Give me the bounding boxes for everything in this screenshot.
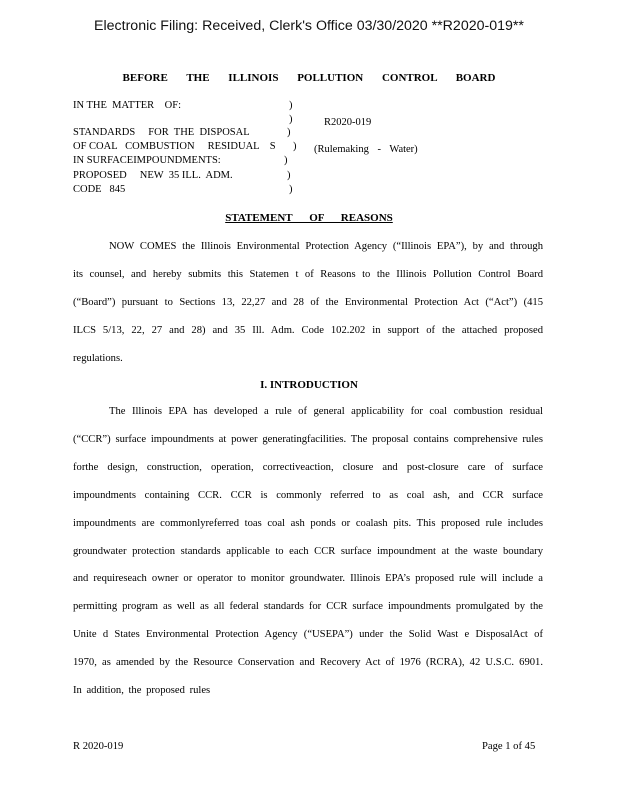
docket-number: R2020-019 [324,117,372,128]
caption-paren: ) [284,155,288,166]
section-paragraph [73,398,543,705]
caption-line: CODE 845 [73,184,126,195]
intro-paragraph-text: NOW COMES the Illinois Environmental Protection Agency (“Illinois EPA”), by and through its counsel, and hereby submits this Statemen t of Reasons to the Illinois Pollution Control Board (“Board”) pursuant to Sections 13, 22,27 and 28 of the Environmental Protection Act (“Act”) (415 ILCS 5/13, 22, 27 and 28) and 35 Ill. Adm. Code 102.202 in support of the attached proposed regulations. [73,241,543,364]
page-heading: BEFORE THE ILLINOIS POLLUTION CONTROL BOARD [122,72,496,84]
rulemaking-label: (Rulemaking - Water) [314,144,418,155]
caption-line: OF COAL COMBUSTION RESIDUAL S [73,141,276,152]
statement-title-text: STATEMENT OF REASONS [225,212,393,224]
caption-paren: ) [293,141,297,152]
section-paragraph-text: The Illinois EPA has developed a rule of general applicability for coal combustion residual (“CCR”) surface impoundments at power generatingfacilities. The proposal contains comprehensive rules forthe design, construction, operation, correctiveaction, closure and post-closure care of surface impoundments containing CCR. CCR is commonly referred to as coal ash, and CCR surface impoundments are commonlyreferred toas coal ash ponds or coalash pits. This proposed rule includes groundwater protection standards applicable to each CCR surface impoundment at the waste boundary and requireseach owner or operator to monitor groundwater. Illinois EPA’s proposed rule will include a permitting program as well as all federal standards for CCR surface impoundments promulgated by the Unite d States Environmental Protection Agency (“USEPA”) under the Solid Wast e DisposalAct of 1970, as amended by the Resource Conservation and Recovery Act of 1976 (RCRA), 42 U.S.C. 6901. In addition, the proposed rules [73,406,543,697]
caption-paren: ) [289,100,293,111]
caption-line: IN THE MATTER OF: [73,100,182,111]
section-heading: I. INTRODUCTION [260,379,358,391]
caption-paren: ) [289,114,293,125]
caption-line: PROPOSED NEW 35 ILL. ADM. [73,170,233,181]
footer-docket: R 2020-019 [73,741,124,752]
caption-paren: ) [287,170,291,181]
statement-title [0,212,618,224]
intro-paragraph [73,233,543,373]
filing-stamp: Electronic Filing: Received, Clerk's Office 03/30/2020 **R2020-019** [94,18,524,34]
caption-paren: ) [287,127,291,138]
caption-line: STANDARDS FOR THE DISPOSAL [73,127,250,138]
caption-paren: ) [289,184,293,195]
footer-page-number: Page 1 of 45 [482,741,536,752]
caption-line: IN SURFACEIMPOUNDMENTS: [73,155,221,166]
